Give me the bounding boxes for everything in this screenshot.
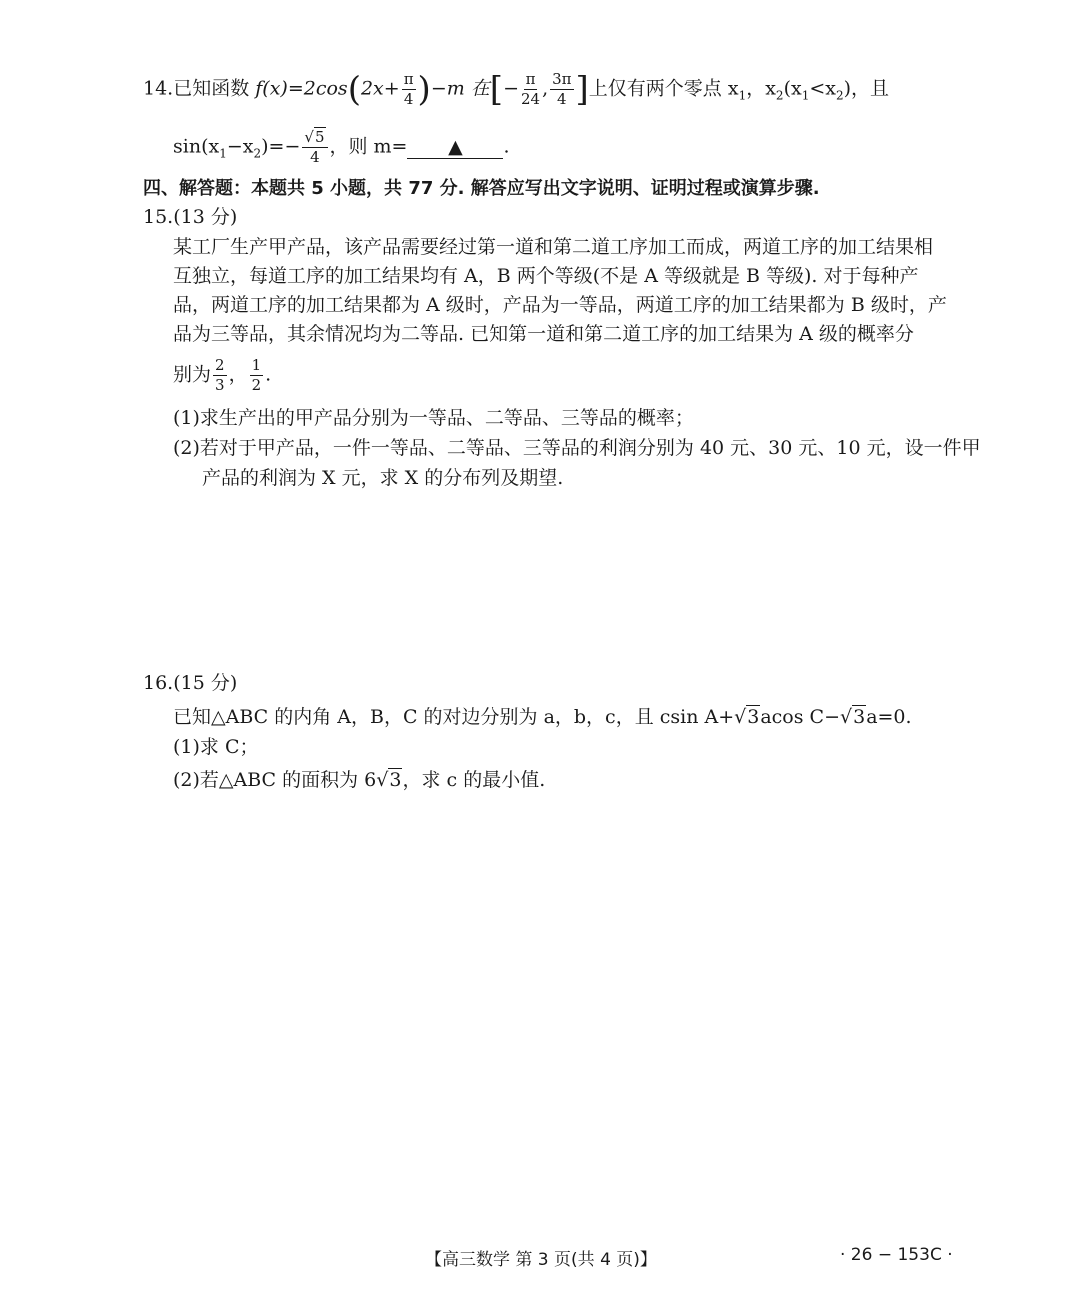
q15-para-line3: 品，两道工序的加工结果都为 A 级时，产品为一等品，两道工序的加工结果都为 B 级时，产 (173, 294, 947, 316)
triangle-icon: ▲ (448, 135, 463, 158)
fraction: $\frac{2}{3}$ (215, 356, 225, 394)
q15-sub2-line1: (2)若对于甲产品，一件一等品、二等品、三等品的利润分别为 40 元、30 元、10 元，设一件甲 (173, 437, 981, 459)
fraction: $\frac{\pi}{4}$ (403, 70, 414, 108)
q14-line2: $\sin(x_1-x_2)=-$ $\frac{√5}{4}$ ，则 m= ▲ . (173, 128, 510, 166)
answer-blank (407, 136, 503, 159)
q16-sub1: (1)求 C； (173, 736, 259, 758)
fraction: $\frac{3\pi}{4}$ (552, 70, 572, 108)
q14-number: 14. (143, 77, 174, 100)
q15-number: 15. (143, 206, 174, 228)
q16-header: 16.(15 分) (143, 672, 238, 694)
fraction: $\frac{√5}{4}$ (302, 130, 327, 165)
section-heading: 四、解答题：本题共 5 小题，共 77 分. 解答应写出文字说明、证明过程或演算步骤. (143, 178, 820, 199)
fraction: $\frac{\pi}{24}$ (520, 70, 541, 108)
q15-sub2-line2: 产品的利润为 X 元，求 X 的分布列及期望. (202, 467, 564, 489)
page-footer: 【高三数学 第 3 页(共 4 页)】 (425, 1250, 657, 1270)
q15-sub1: (1)求生产出的甲产品分别为一等品、二等品、三等品的概率； (173, 407, 694, 429)
q16-sub2: (2)若△ABC 的面积为 6√3，求 c 的最小值. (173, 769, 546, 791)
fraction: $\frac{1}{2}$ (251, 356, 262, 394)
q14-line1: 14.已知函数 f(x)=2cos(2x+ $\frac{\pi}{4}$ )−m 在[− $\frac{\pi}{24}$ , $\frac{3\pi}{4}$ ]上仅有两个零点 $x_1$，$x_2(x_1<x_2)$，且 (143, 69, 890, 110)
exam-code: · 26 − 153C · (840, 1245, 953, 1265)
q15-para-line2: 互独立，每道工序的加工结果均有 A，B 两个等级(不是 A 等级就是 B 等级). 对于每种产 (173, 265, 919, 287)
q15-para-line4: 品为三等品，其余情况均为二等品. 已知第一道和第二道工序的加工结果为 A 级的概率分 (173, 323, 914, 345)
q16-number: 16. (143, 672, 174, 694)
q15-header: 15.(13 分) (143, 206, 238, 228)
q16-para: 已知△ABC 的内角 A，B，C 的对边分别为 a，b，c，且 csin A+√3acos C−√3a=0. (173, 706, 912, 728)
q15-para-line1: 某工厂生产甲产品，该产品需要经过第一道和第二道工序加工而成，两道工序的加工结果相 (173, 236, 934, 258)
q15-para-line5: 别为 $\frac{2}{3}$ ， $\frac{1}{2}$ . (173, 356, 272, 394)
